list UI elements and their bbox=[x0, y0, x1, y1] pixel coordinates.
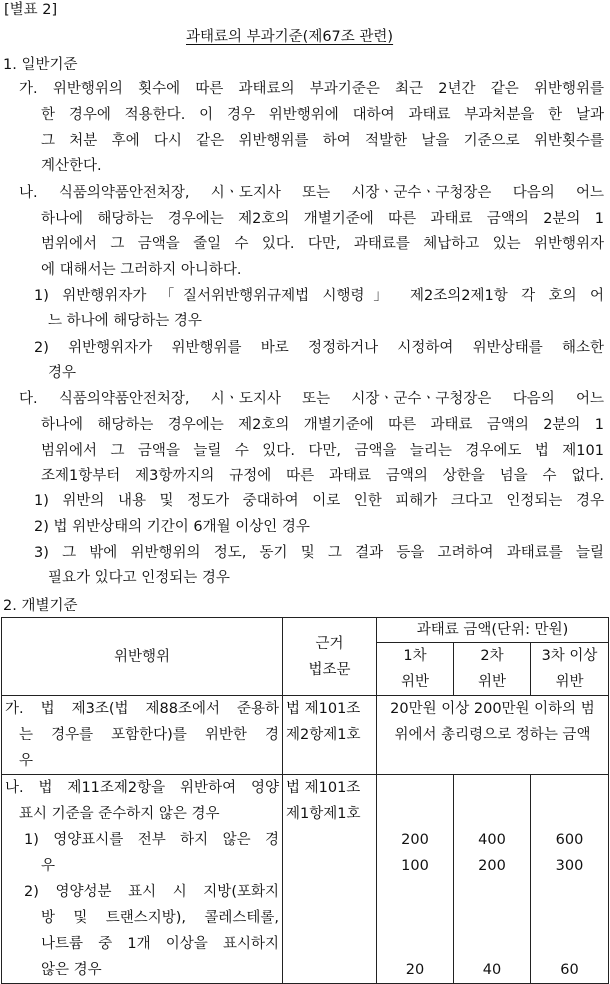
section-heading-individual: 2. 개별기준 bbox=[3, 598, 78, 614]
para-na-line: 나. 식품의약품안전처장, 시ㆍ도지사 또는 시장ㆍ군수ㆍ구청장은 다음의 어느 bbox=[19, 185, 604, 201]
para-da-line: 다. 식품의약품안전처장, 시ㆍ도지사 또는 시장ㆍ군수ㆍ구청장은 다음의 어느 bbox=[19, 391, 604, 407]
row-na-count-1: 200 100 20 bbox=[377, 775, 454, 984]
para-da-line: 범위에서 그 금액을 늘릴 수 있다. 다만, 금액을 늘리는 경우에도 법 제101 bbox=[41, 443, 604, 459]
row-ga-amount: 20만원 이상 200만원 이하의 범 위에서 총리령으로 정하는 금액 bbox=[377, 696, 609, 775]
header-count-3: 3차 이상 위반 bbox=[531, 643, 609, 696]
para-na-line: 에 대해서는 그러하지 아니하다. bbox=[41, 262, 242, 278]
penalty-table bbox=[1, 617, 609, 984]
para-ga-line: 가. 위반행위의 횟수에 따른 과태료의 부과기준은 최근 2년간 같은 위반행위를 bbox=[19, 81, 604, 97]
header-count-2: 2차 위반 bbox=[454, 643, 531, 696]
row-na-count-3: 600 300 60 bbox=[531, 775, 609, 984]
section-heading-general: 1. 일반기준 bbox=[3, 57, 78, 73]
para-da-item3-cont: 필요가 있다고 인정되는 경우 bbox=[48, 570, 230, 586]
row-na-basis: 법 제101조 제1항제1호 bbox=[283, 775, 377, 984]
para-na-item2: 2) 위반행위자가 위반행위를 바로 정정하거나 시정하여 위반상태를 해소한 bbox=[34, 340, 604, 356]
para-da-line: 조제1항부터 제3항까지의 규정에 따른 과태료 금액의 상한을 넘을 수 없다. bbox=[41, 468, 604, 484]
header-amount: 과태료 금액(단위: 만원) bbox=[377, 618, 609, 643]
attachment-label: [별표 2] bbox=[4, 2, 58, 18]
header-count-1: 1차 위반 bbox=[377, 643, 454, 696]
para-da-item1: 1) 위반의 내용 및 정도가 중대하여 이로 인한 피해가 크다고 인정되는 경우 bbox=[34, 493, 604, 509]
para-na-line: 범위에서 그 금액을 줄일 수 있다. 다만, 과태료를 체납하고 있는 위반행위자 bbox=[41, 236, 604, 252]
page-title: 과태료의 부과기준(제67조 관련) bbox=[186, 29, 394, 45]
para-na-item1: 1) 위반행위자가 「질서위반행위규제법 시행령」 제2조의2제1항 각 호의 어 bbox=[34, 288, 604, 304]
para-na-line: 하나에 해당하는 경우에는 제2호의 개별기준에 따른 과태료 금액의 2분의 1 bbox=[41, 211, 604, 227]
header-basis: 근거 법조문 bbox=[283, 618, 377, 696]
para-ga-line: 계산한다. bbox=[41, 158, 102, 174]
row-na-violation: 나. 법 제11조제2항을 위반하여 영양 표시 기준을 준수하지 않은 경우 1) 영양표시를 전부 하지 않은 경 우 2) 영양성분 표시 시 지방(포화지 방 및 트랜스지방), 콜레스테롤, 나트륨 중 1개 이상을 표시하지 않은 경우 bbox=[2, 775, 283, 984]
row-ga-violation: 가. 법 제3조(법 제88조에서 준용하 는 경우를 포함한다)를 위반한 경 우 bbox=[2, 696, 283, 775]
header-violation: 위반행위 bbox=[2, 618, 283, 696]
para-da-item2: 2) 법 위반상태의 기간이 6개월 이상인 경우 bbox=[34, 519, 310, 535]
para-ga-line: 한 경우에 적용한다. 이 경우 위반행위에 대하여 과태료 부과처분을 한 날과 bbox=[41, 107, 604, 123]
row-na-count-2: 400 200 40 bbox=[454, 775, 531, 984]
para-na-item2-cont: 경우 bbox=[48, 365, 77, 381]
para-da-line: 하나에 해당하는 경우에는 제2호의 개별기준에 따른 과태료 금액의 2분의 1 bbox=[41, 417, 604, 433]
para-ga-line: 그 처분 후에 다시 같은 위반행위를 하여 적발한 날을 기준으로 위반횟수를 bbox=[41, 133, 604, 149]
para-na-item1-cont: 느 하나에 해당하는 경우 bbox=[48, 313, 202, 329]
row-ga-basis: 법 제101조 제2항제1호 bbox=[283, 696, 377, 775]
para-da-item3: 3) 그 밖에 위반행위의 정도, 동기 및 그 결과 등을 고려하여 과태료를 늘릴 bbox=[34, 545, 604, 561]
